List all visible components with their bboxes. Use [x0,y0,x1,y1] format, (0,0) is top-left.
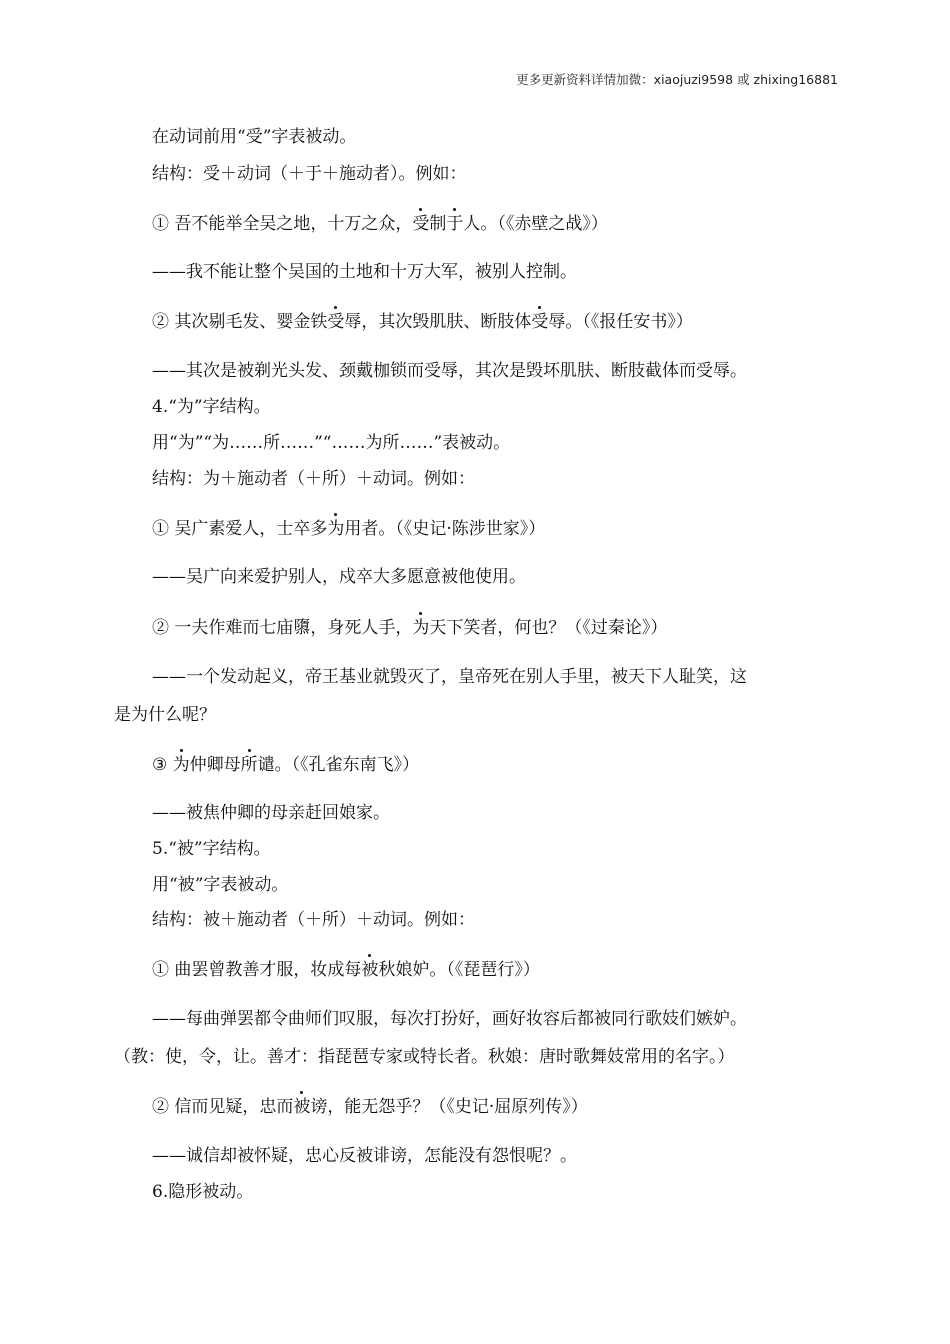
example-sentence: ① 吴广素爱人，士卒多为用者。（《史记·陈涉世家》） [152,519,546,539]
paragraph: 结构：为＋施动者（＋所）＋动词。例如： [152,469,475,489]
section-heading: 5.“被”字结构。 [152,839,271,859]
section-heading: 6.隐形被动。 [152,1182,254,1202]
translation: ——每曲弹罢都令曲师们叹服，每次打扮好，画好妆容后都被同行歌妓们嫉妒。 [152,1009,747,1029]
emphasized-char: 受 [327,312,345,332]
emphasized-char: 被 [293,1097,311,1117]
translation-continued: 是为什么呢？ [114,705,216,725]
example-sentence: ① 曲罢曾教善才服，妆成每被秋娘妒。（《琵琶行》） [152,960,540,980]
example-sentence: ② 其次剔毛发、婴金铁受辱，其次毁肌肤、断肢体受辱。（《报任安书》） [152,312,693,332]
paragraph: 结构：受＋动词（＋于＋施动者）。例如： [152,164,467,184]
translation-continued: （教：使，令，让。善才：指琵琶专家或特长者。秋娘：唐时歌舞妓常用的名字。） [114,1047,735,1067]
translation: ——其次是被剃光头发、颈戴枷锁而受辱，其次是毁坏肌肤、断肢截体而受辱。 [152,361,747,381]
translation: ——一个发动起义，帝王基业就毁灭了，皇帝死在别人手里，被天下人耻笑，这 [152,667,747,687]
emphasized-char: 为 [412,618,430,638]
emphasized-char: 于 [446,214,464,234]
section-heading: 4.“为”字结构。 [152,397,271,417]
example-sentence: ② 一夫作难而七庙隳，身死人手，为天下笑者，何也？（《过秦论》） [152,618,668,638]
translation: ——吴广向来爱护别人，戍卒大多愿意被他使用。 [152,567,526,587]
emphasized-char: 所 [240,755,258,775]
example-sentence: ① 吾不能举全吴之地，十万之众，受制于人。（《赤壁之战》） [152,214,608,234]
emphasized-char: 被 [361,960,379,980]
emphasized-char: 受 [531,312,549,332]
example-sentence: ③ 为仲卿母所谴。（《孔雀东南飞》） [152,755,420,775]
paragraph: 用“被”字表被动。 [152,875,289,895]
paragraph: 结构：被＋施动者（＋所）＋动词。例如： [152,910,475,930]
emphasized-char: 为 [327,519,345,539]
translation: ——被焦仲卿的母亲赶回娘家。 [152,803,390,823]
translation: ——诚信却被怀疑，忠心反被诽谤，怎能没有怨恨呢？。 [152,1146,577,1166]
page-header: 更多更新资料详情加微：xiaojuzi9598 或 zhixing16881 [516,72,838,87]
paragraph: 在动词前用“受”字表被动。 [152,127,357,147]
paragraph: 用“为”“为……所……”“……为所……”表被动。 [152,433,511,453]
example-sentence: ② 信而见疑，忠而被谤，能无怨乎？（《史记·屈原列传》） [152,1097,588,1117]
emphasized-char: 受 [412,214,430,234]
translation: ——我不能让整个吴国的土地和十万大军，被别人控制。 [152,262,577,282]
emphasized-char: 为 [172,755,190,775]
